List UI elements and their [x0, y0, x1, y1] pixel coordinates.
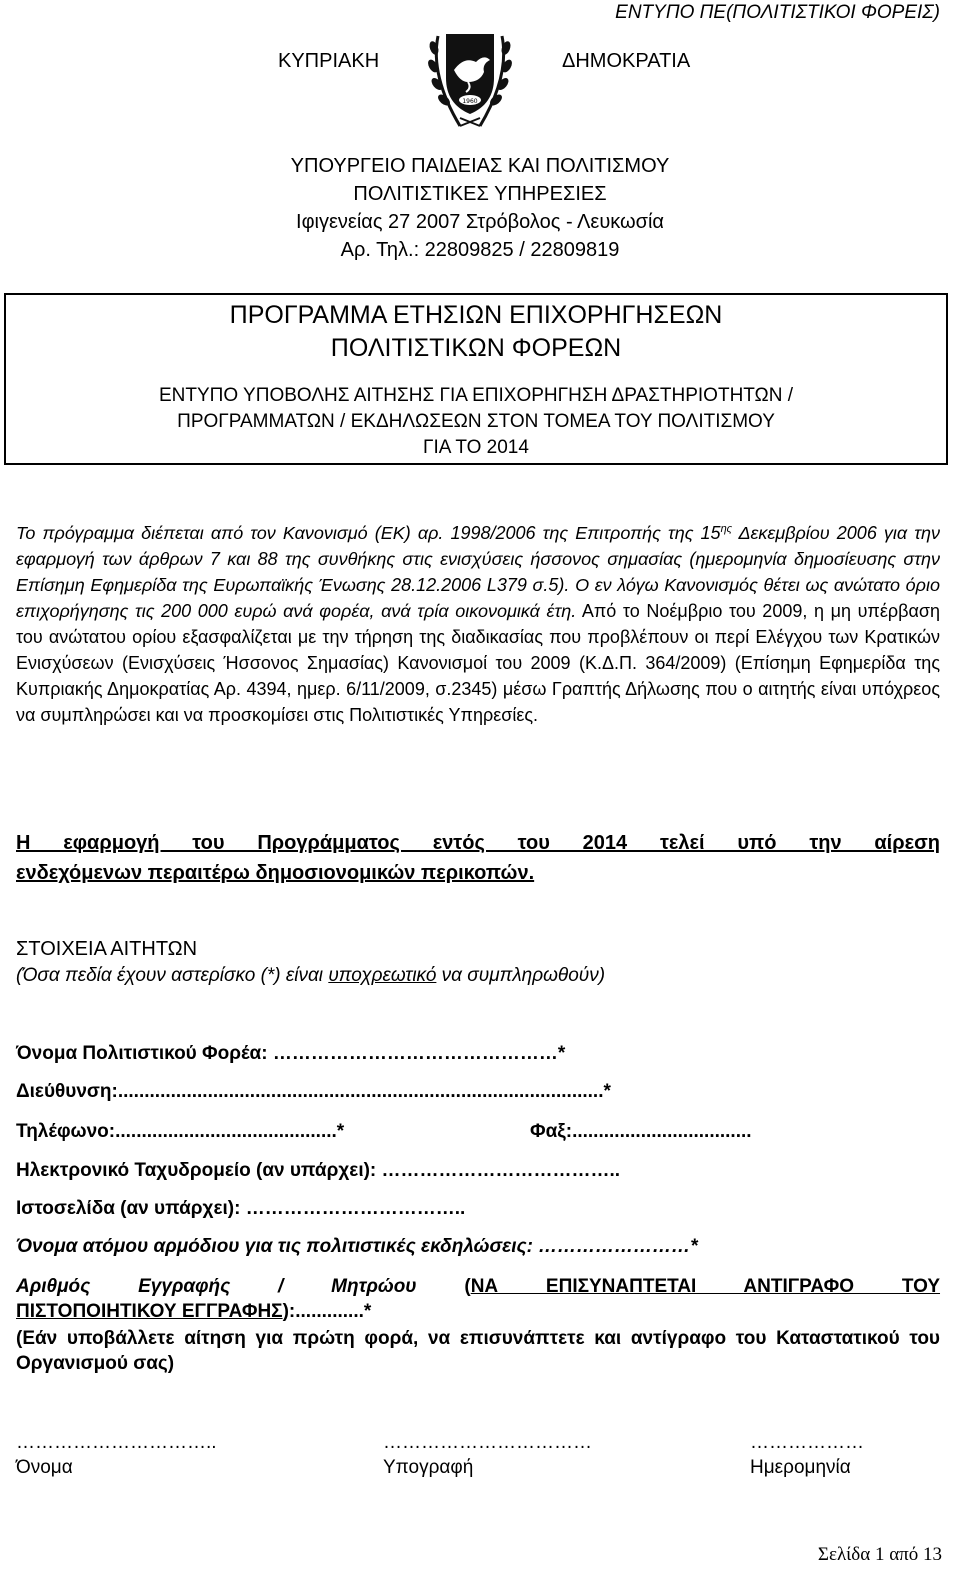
fax-field[interactable]: Φαξ:.................................. [530, 1121, 752, 1142]
program-subtitle [6, 383, 946, 461]
applicant-section-title: ΣΤΟΙΧΕΙΑ ΑΙΤΗΤΩΝ [16, 938, 198, 960]
website-field[interactable]: Ιστοσελίδα (αν υπάρχει): …………………………….. [16, 1198, 466, 1219]
program-title-line1: ΠΡΟΓΡΑΜΜΑ ΕΤΗΣΙΩΝ ΕΠΙΧΟΡΗΓΗΣΕΩΝ [229, 301, 723, 329]
name-signature-label: Όνομα [16, 1457, 73, 1478]
registration-attach1: ΝΑ ΕΠΙΣΥΝΑΠΤΕΤΑΙ ΑΝΤΙΓΡΑΦΟ ΤΟΥ [470, 1276, 941, 1297]
contact-person-field[interactable]: Όνομα ατόμου αρμόδιου για τις πολιτιστικές εκδηλώσεις: ……………………* [16, 1236, 698, 1257]
header-republic: ΔΗΜΟΚΡΑΤΙΑ [562, 50, 691, 72]
registration-attach2: ΠΙΣΤΟΠΟΙΗΤΙΚΟΥ ΕΓΓΡΑΦΗΣ [16, 1301, 283, 1322]
header-cyprus: ΚΥΠΡΙΑΚΗ [278, 50, 380, 72]
note-part-b: να συμπληρωθούν) [436, 965, 606, 986]
first-time-note: (Εάν υποβάλλετε αίτηση για πρώτη φορά, να επισυνάπτετε και αντίγραφο του Καταστατικού του Οργανισμού σας) [16, 1328, 940, 1374]
para-italic-a: Το πρόγραμμα διέπεται από τον Κανονισμό (ΕΚ) αρ. 1998/2006 της Επιτροπής της 15 [16, 523, 721, 543]
program-sub-line3: ΓΙΑ ΤΟ 2014 [423, 437, 529, 458]
program-sub-line1: ΕΝΤΥΠΟ ΥΠΟΒΟΛΗΣ ΑΙΤΗΣΗΣ ΓΙΑ ΕΠΙΧΟΡΗΓΗΣΗ ΔΡΑΣΤΗΡΙΟΤΗΤΩΝ / [158, 385, 794, 406]
form-code: ΕΝΤΥΠΟ ΠΕ(ΠΟΛΙΤΙΣΤΙΚΟΙ ΦΟΡΕΙΣ) [615, 2, 940, 23]
registration-paren: ( [416, 1276, 471, 1297]
phone-line: Αρ. Τηλ.: 22809825 / 22809819 [340, 239, 620, 261]
registration-field[interactable] [16, 1274, 940, 1324]
program-title-line2: ΠΟΛΙΤΙΣΤΙΚΩΝ ΦΟΡΕΩΝ [330, 334, 622, 362]
address-line: Ιφιγενείας 27 2007 Στρόβολος - Λευκωσία [296, 211, 664, 233]
ministry-block [0, 152, 960, 264]
required-fields-note [16, 965, 605, 987]
page-number: Σελίδα 1 από 13 [817, 1544, 942, 1565]
date-dots[interactable]: ……………… [750, 1432, 864, 1453]
org-name-field[interactable]: Όνομα Πολιτιστικού Φορέα: ………………………………………* [16, 1043, 566, 1064]
svg-text:1960: 1960 [462, 98, 478, 105]
notice-line1: Η εφαρμογή του Προγράμματος εντός του 2014 τελεί υπό την αίρεση [16, 832, 940, 854]
note-underlined: υποχρεωτικό [328, 965, 437, 986]
program-title [6, 299, 946, 365]
address-field[interactable]: Διεύθυνση:............................................................................................* [16, 1081, 611, 1102]
ministry-name: ΥΠΟΥΡΓΕΙΟ ΠΑΙΔΕΙΑΣ ΚΑΙ ΠΟΛΙΤΙΣΜΟΥ [290, 155, 670, 177]
signature-label: Υπογραφή [383, 1457, 474, 1478]
program-sub-line2: ΠΡΟΓΡΑΜΜΑΤΩΝ / ΕΚΔΗΛΩΣΕΩΝ ΣΤΟΝ ΤΟΜΕΑ ΤΟΥ ΠΟΛΙΤΙΣΜΟΥ [177, 411, 775, 432]
note-part-a: (Όσα πεδία έχουν αστερίσκο (*) είναι [16, 965, 329, 986]
service-name: ΠΟΛΙΤΙΣΤΙΚΕΣ ΥΠΗΡΕΣΙΕΣ [353, 183, 607, 205]
para-normal: Από το Νοέμβριο του 2009, η μη υπέρβαση του ανώτατου ορίου εξασφαλίζεται με την τήρηση της διαδικασίας που προβλέπουν οι περί Ελέγχου των Κρατικών Ενισχύσεων (Ενισχύσεις Ήσσονος Σημασίας) Κανονισμοί του 2009 (Κ.Δ.Π. 364/2009) (Επίσημη Εφημερίδα της Κυπριακής Δημοκρατίας Αρ. 4394, ημερ. 6/11/2009, σ.2345) μέσω Γραπτής Δήλωσης που ο αιτητής είναι υπόχρεος να συμπληρώσει και να προσκομίσει στις Πολιτιστικές Υπηρεσίες. [16, 601, 940, 725]
email-field[interactable]: Ηλεκτρονικό Ταχυδρομείο (αν υπάρχει): ……………………………….. [16, 1160, 621, 1181]
regulation-paragraph [16, 516, 940, 728]
program-box [4, 293, 948, 465]
date-label: Ημερομηνία [750, 1457, 851, 1478]
coat-of-arms-icon [424, 26, 516, 134]
registration-suffix: ):.............* [282, 1301, 372, 1322]
phone-field[interactable]: Τηλέφωνο:..........................................* [16, 1121, 345, 1142]
para-italic-b: Δεκεμβρίου 2006 για την εφαρμογή των άρθρων 7 και 88 της συνθήκης στις ενισχύσεις ήσσονος σημασίας (ημερομηνία δημοσίευσης στην Επίσημη Εφημερίδα της Ευρωπαϊκής Ένωσης 28.12.2006 L379 σ.5). Ο εν λόγω Κανονισμός θέτει ως ανώτατο όριο επιχορήγησης τις 200 000 ευρώ ανά φορέα, ανά τρία οικονομικά έτη. [16, 523, 940, 621]
signature-dots[interactable]: …………………………… [383, 1432, 592, 1453]
para-sup: ης [720, 523, 733, 535]
budget-notice [16, 828, 940, 888]
notice-line2: ενδεχόμενων περαιτέρω δημοσιονομικών περικοπών. [16, 862, 535, 884]
name-signature-dots[interactable]: ………………………….. [16, 1432, 217, 1453]
registration-label: Αριθμός Εγγραφής / Μητρώου [16, 1276, 417, 1297]
